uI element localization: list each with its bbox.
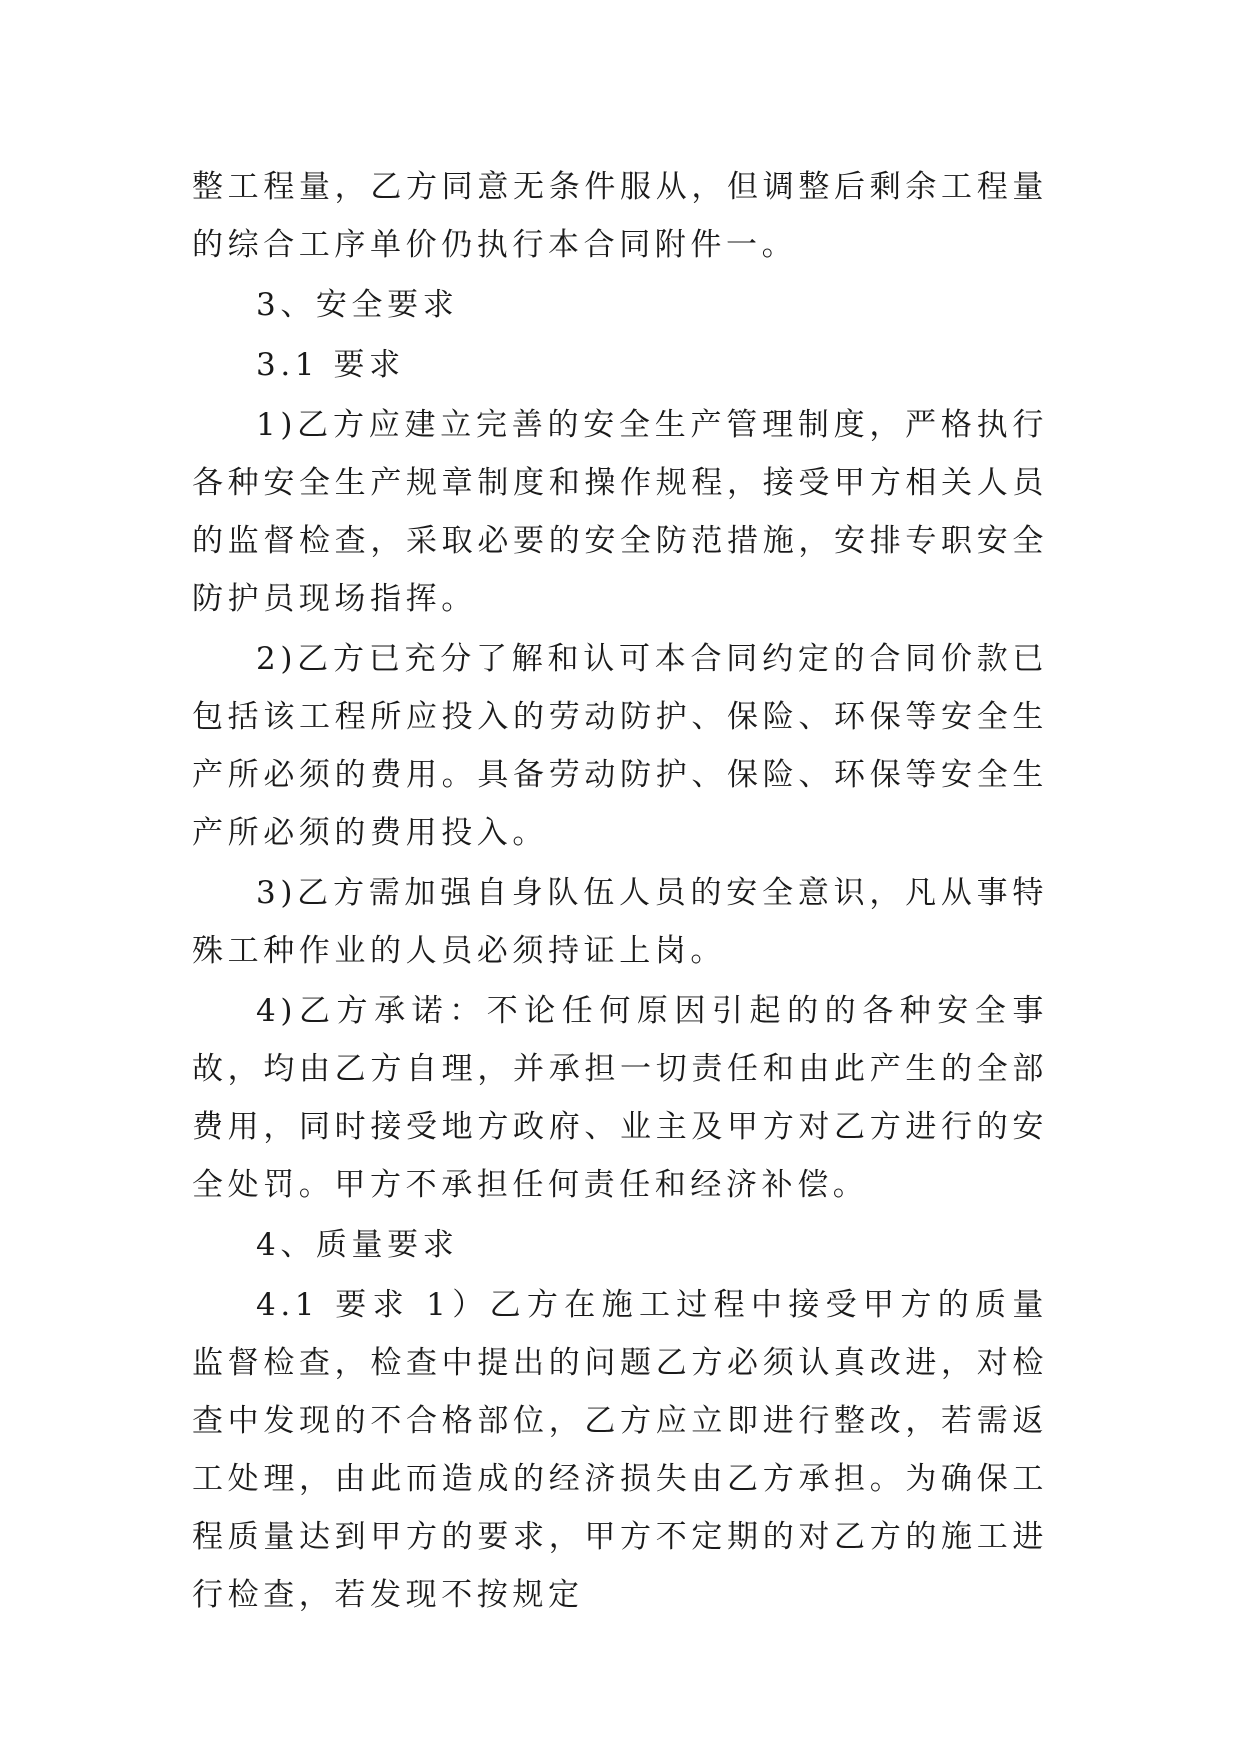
- paragraph-item-2: 2)乙方已充分了解和认可本合同约定的合同价款已包括该工程所应投入的劳动防护、保险、环保等安全生产所必须的费用。具备劳动防护、保险、环保等安全生产所必须的费用投入。: [192, 641, 1048, 851]
- paragraph-item-3: 3)乙方需加强自身队伍人员的安全意识，凡从事特殊工种作业的人员必须持证上岗。: [192, 875, 1048, 969]
- subsection-heading-3-1: 3.1 要求: [256, 347, 405, 383]
- paragraph-item-4: 4)乙方承诺：不论任何原因引起的的各种安全事故，均由乙方自理，并承担一切责任和由此产生的全部费用，同时接受地方政府、业主及甲方对乙方进行的安全处罚。甲方不承担任何责任和经济补偿。: [192, 993, 1048, 1203]
- paragraph-item-4-1: 4.1 要求 1）乙方在施工过程中接受甲方的质量监督检查，检查中提出的问题乙方必须认真改进，对检查中发现的不合格部位，乙方应立即进行整改，若需返工处理，由此而造成的经济损失由乙方承担。为确保工程质量达到甲方的要求，甲方不定期的对乙方的施工进行检查，若发现不按规定: [192, 1287, 1048, 1613]
- paragraph-item-1: 1)乙方应建立完善的安全生产管理制度，严格执行各种安全生产规章制度和操作规程，接受甲方相关人员的监督检查，采取必要的安全防范措施，安排专职安全防护员现场指挥。: [192, 407, 1048, 617]
- document-body: [192, 158, 1048, 1624]
- section-heading-quality: 4、质量要求: [256, 1227, 459, 1263]
- paragraph-continuation: 整工程量，乙方同意无条件服从，但调整后剩余工程量的综合工序单价仍执行本合同附件一。: [192, 169, 1048, 263]
- section-heading-safety: 3、安全要求: [256, 287, 459, 323]
